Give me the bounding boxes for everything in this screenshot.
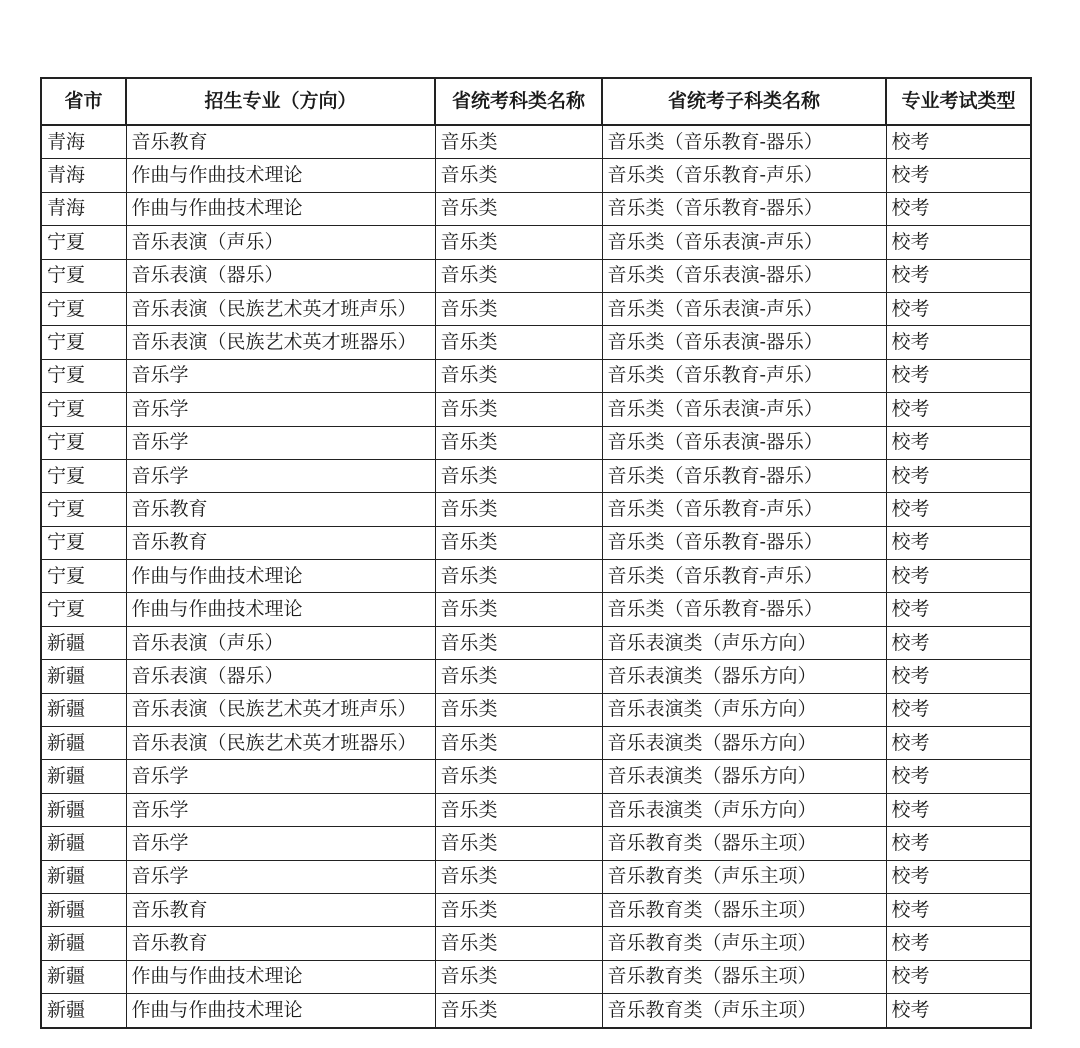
- cell-exam-subcategory: 音乐教育类（声乐主项）: [602, 927, 886, 960]
- cell-province: 宁夏: [41, 359, 126, 392]
- cell-exam-type: 校考: [886, 159, 1031, 192]
- cell-exam-type: 校考: [886, 292, 1031, 325]
- cell-exam-category: 音乐类: [435, 426, 602, 459]
- cell-exam-subcategory: 音乐教育类（声乐主项）: [602, 860, 886, 893]
- cell-exam-type: 校考: [886, 760, 1031, 793]
- table-row: [41, 827, 1031, 860]
- table-row: [41, 660, 1031, 693]
- cell-exam-type: 校考: [886, 727, 1031, 760]
- cell-major: 音乐学: [126, 860, 435, 893]
- cell-exam-category: 音乐类: [435, 159, 602, 192]
- cell-exam-type: 校考: [886, 359, 1031, 392]
- cell-exam-type: 校考: [886, 626, 1031, 659]
- cell-major: 音乐表演（声乐）: [126, 226, 435, 259]
- cell-exam-type: 校考: [886, 493, 1031, 526]
- cell-major: 音乐教育: [126, 493, 435, 526]
- cell-province: 新疆: [41, 693, 126, 726]
- cell-exam-subcategory: 音乐类（音乐教育-器乐）: [602, 593, 886, 626]
- cell-province: 新疆: [41, 827, 126, 860]
- table-row: [41, 727, 1031, 760]
- cell-province: 新疆: [41, 960, 126, 993]
- cell-province: 宁夏: [41, 493, 126, 526]
- header-major: 招生专业（方向）: [126, 78, 435, 125]
- cell-major: 音乐表演（民族艺术英才班声乐）: [126, 693, 435, 726]
- table-row: [41, 192, 1031, 225]
- cell-exam-category: 音乐类: [435, 593, 602, 626]
- cell-major: 音乐表演（民族艺术英才班声乐）: [126, 292, 435, 325]
- cell-exam-category: 音乐类: [435, 493, 602, 526]
- cell-exam-subcategory: 音乐类（音乐教育-器乐）: [602, 459, 886, 492]
- cell-province: 新疆: [41, 760, 126, 793]
- cell-province: 新疆: [41, 860, 126, 893]
- cell-major: 音乐表演（声乐）: [126, 626, 435, 659]
- cell-province: 宁夏: [41, 393, 126, 426]
- cell-major: 音乐表演（民族艺术英才班器乐）: [126, 326, 435, 359]
- table-row: [41, 593, 1031, 626]
- cell-major: 音乐学: [126, 426, 435, 459]
- cell-major: 音乐表演（器乐）: [126, 660, 435, 693]
- table-row: [41, 626, 1031, 659]
- cell-province: 青海: [41, 125, 126, 159]
- cell-exam-type: 校考: [886, 326, 1031, 359]
- cell-province: 新疆: [41, 727, 126, 760]
- cell-exam-type: 校考: [886, 960, 1031, 993]
- table-row: [41, 693, 1031, 726]
- cell-major: 作曲与作曲技术理论: [126, 960, 435, 993]
- cell-exam-subcategory: 音乐类（音乐教育-器乐）: [602, 125, 886, 159]
- cell-exam-category: 音乐类: [435, 226, 602, 259]
- cell-exam-subcategory: 音乐表演类（器乐方向）: [602, 760, 886, 793]
- cell-exam-subcategory: 音乐类（音乐教育-声乐）: [602, 560, 886, 593]
- cell-major: 音乐学: [126, 827, 435, 860]
- cell-province: 宁夏: [41, 526, 126, 559]
- table-body: [41, 125, 1031, 1028]
- cell-major: 作曲与作曲技术理论: [126, 560, 435, 593]
- cell-exam-subcategory: 音乐类（音乐教育-器乐）: [602, 192, 886, 225]
- cell-exam-type: 校考: [886, 660, 1031, 693]
- cell-exam-category: 音乐类: [435, 560, 602, 593]
- table-row: [41, 860, 1031, 893]
- cell-exam-subcategory: 音乐表演类（器乐方向）: [602, 727, 886, 760]
- cell-exam-subcategory: 音乐类（音乐教育-声乐）: [602, 159, 886, 192]
- header-exam-subcategory: 省统考子科类名称: [602, 78, 886, 125]
- cell-major: 音乐学: [126, 459, 435, 492]
- table-row: [41, 526, 1031, 559]
- cell-exam-category: 音乐类: [435, 827, 602, 860]
- cell-major: 音乐教育: [126, 893, 435, 926]
- cell-province: 宁夏: [41, 459, 126, 492]
- cell-exam-subcategory: 音乐教育类（声乐主项）: [602, 994, 886, 1028]
- table-row: [41, 560, 1031, 593]
- cell-exam-subcategory: 音乐类（音乐表演-声乐）: [602, 292, 886, 325]
- cell-province: 宁夏: [41, 426, 126, 459]
- cell-major: 音乐教育: [126, 927, 435, 960]
- cell-exam-category: 音乐类: [435, 793, 602, 826]
- cell-exam-type: 校考: [886, 526, 1031, 559]
- admissions-table: [40, 77, 1032, 1029]
- cell-exam-category: 音乐类: [435, 727, 602, 760]
- cell-exam-subcategory: 音乐类（音乐表演-器乐）: [602, 259, 886, 292]
- cell-exam-category: 音乐类: [435, 626, 602, 659]
- cell-exam-subcategory: 音乐教育类（器乐主项）: [602, 827, 886, 860]
- cell-exam-subcategory: 音乐类（音乐教育-器乐）: [602, 526, 886, 559]
- header-exam-type: 专业考试类型: [886, 78, 1031, 125]
- cell-exam-type: 校考: [886, 893, 1031, 926]
- cell-major: 音乐教育: [126, 526, 435, 559]
- cell-province: 宁夏: [41, 259, 126, 292]
- table-row: [41, 326, 1031, 359]
- cell-exam-category: 音乐类: [435, 393, 602, 426]
- table-header: [41, 78, 1031, 125]
- cell-province: 宁夏: [41, 560, 126, 593]
- table-row: [41, 793, 1031, 826]
- cell-province: 新疆: [41, 626, 126, 659]
- cell-exam-subcategory: 音乐表演类（声乐方向）: [602, 693, 886, 726]
- cell-major: 作曲与作曲技术理论: [126, 994, 435, 1028]
- table-row: [41, 292, 1031, 325]
- header-province: 省市: [41, 78, 126, 125]
- cell-exam-type: 校考: [886, 259, 1031, 292]
- cell-exam-subcategory: 音乐类（音乐表演-声乐）: [602, 226, 886, 259]
- cell-exam-category: 音乐类: [435, 693, 602, 726]
- cell-exam-subcategory: 音乐类（音乐表演-器乐）: [602, 326, 886, 359]
- cell-major: 音乐表演（器乐）: [126, 259, 435, 292]
- header-row: [41, 78, 1031, 125]
- table-row: [41, 493, 1031, 526]
- cell-exam-type: 校考: [886, 927, 1031, 960]
- cell-major: 音乐表演（民族艺术英才班器乐）: [126, 727, 435, 760]
- cell-exam-category: 音乐类: [435, 526, 602, 559]
- cell-exam-category: 音乐类: [435, 359, 602, 392]
- cell-province: 新疆: [41, 893, 126, 926]
- cell-province: 新疆: [41, 994, 126, 1028]
- cell-major: 音乐学: [126, 359, 435, 392]
- cell-province: 青海: [41, 192, 126, 225]
- cell-exam-type: 校考: [886, 426, 1031, 459]
- cell-exam-type: 校考: [886, 860, 1031, 893]
- cell-exam-subcategory: 音乐类（音乐教育-声乐）: [602, 359, 886, 392]
- cell-province: 宁夏: [41, 326, 126, 359]
- cell-exam-type: 校考: [886, 192, 1031, 225]
- cell-exam-type: 校考: [886, 693, 1031, 726]
- table-row: [41, 893, 1031, 926]
- admissions-table-container: [40, 77, 1030, 1029]
- cell-major: 作曲与作曲技术理论: [126, 159, 435, 192]
- table-row: [41, 125, 1031, 159]
- cell-exam-type: 校考: [886, 994, 1031, 1028]
- cell-exam-type: 校考: [886, 560, 1031, 593]
- cell-major: 音乐学: [126, 793, 435, 826]
- cell-major: 音乐学: [126, 760, 435, 793]
- cell-exam-type: 校考: [886, 793, 1031, 826]
- cell-province: 青海: [41, 159, 126, 192]
- cell-province: 新疆: [41, 793, 126, 826]
- cell-exam-subcategory: 音乐表演类（声乐方向）: [602, 793, 886, 826]
- table-row: [41, 359, 1031, 392]
- cell-exam-subcategory: 音乐表演类（器乐方向）: [602, 660, 886, 693]
- cell-exam-category: 音乐类: [435, 893, 602, 926]
- cell-exam-subcategory: 音乐表演类（声乐方向）: [602, 626, 886, 659]
- table-row: [41, 994, 1031, 1028]
- cell-major: 音乐教育: [126, 125, 435, 159]
- cell-major: 作曲与作曲技术理论: [126, 593, 435, 626]
- cell-exam-type: 校考: [886, 125, 1031, 159]
- cell-exam-category: 音乐类: [435, 192, 602, 225]
- cell-exam-type: 校考: [886, 827, 1031, 860]
- cell-exam-category: 音乐类: [435, 860, 602, 893]
- table-row: [41, 426, 1031, 459]
- table-row: [41, 960, 1031, 993]
- cell-province: 新疆: [41, 927, 126, 960]
- cell-exam-type: 校考: [886, 393, 1031, 426]
- cell-exam-category: 音乐类: [435, 760, 602, 793]
- cell-exam-category: 音乐类: [435, 660, 602, 693]
- table-row: [41, 760, 1031, 793]
- cell-exam-category: 音乐类: [435, 459, 602, 492]
- cell-province: 新疆: [41, 660, 126, 693]
- cell-exam-subcategory: 音乐类（音乐教育-声乐）: [602, 493, 886, 526]
- cell-exam-type: 校考: [886, 593, 1031, 626]
- cell-major: 音乐学: [126, 393, 435, 426]
- cell-major: 作曲与作曲技术理论: [126, 192, 435, 225]
- cell-province: 宁夏: [41, 292, 126, 325]
- cell-exam-category: 音乐类: [435, 927, 602, 960]
- cell-exam-type: 校考: [886, 226, 1031, 259]
- table-row: [41, 927, 1031, 960]
- cell-exam-subcategory: 音乐教育类（器乐主项）: [602, 893, 886, 926]
- cell-exam-subcategory: 音乐类（音乐表演-声乐）: [602, 393, 886, 426]
- cell-exam-category: 音乐类: [435, 259, 602, 292]
- cell-exam-category: 音乐类: [435, 326, 602, 359]
- table-row: [41, 159, 1031, 192]
- table-row: [41, 226, 1031, 259]
- cell-exam-category: 音乐类: [435, 125, 602, 159]
- table-row: [41, 459, 1031, 492]
- cell-exam-subcategory: 音乐类（音乐表演-器乐）: [602, 426, 886, 459]
- table-row: [41, 393, 1031, 426]
- cell-exam-type: 校考: [886, 459, 1031, 492]
- table-row: [41, 259, 1031, 292]
- cell-province: 宁夏: [41, 593, 126, 626]
- cell-province: 宁夏: [41, 226, 126, 259]
- cell-exam-category: 音乐类: [435, 292, 602, 325]
- header-exam-category: 省统考科类名称: [435, 78, 602, 125]
- cell-exam-category: 音乐类: [435, 994, 602, 1028]
- cell-exam-category: 音乐类: [435, 960, 602, 993]
- cell-exam-subcategory: 音乐教育类（器乐主项）: [602, 960, 886, 993]
